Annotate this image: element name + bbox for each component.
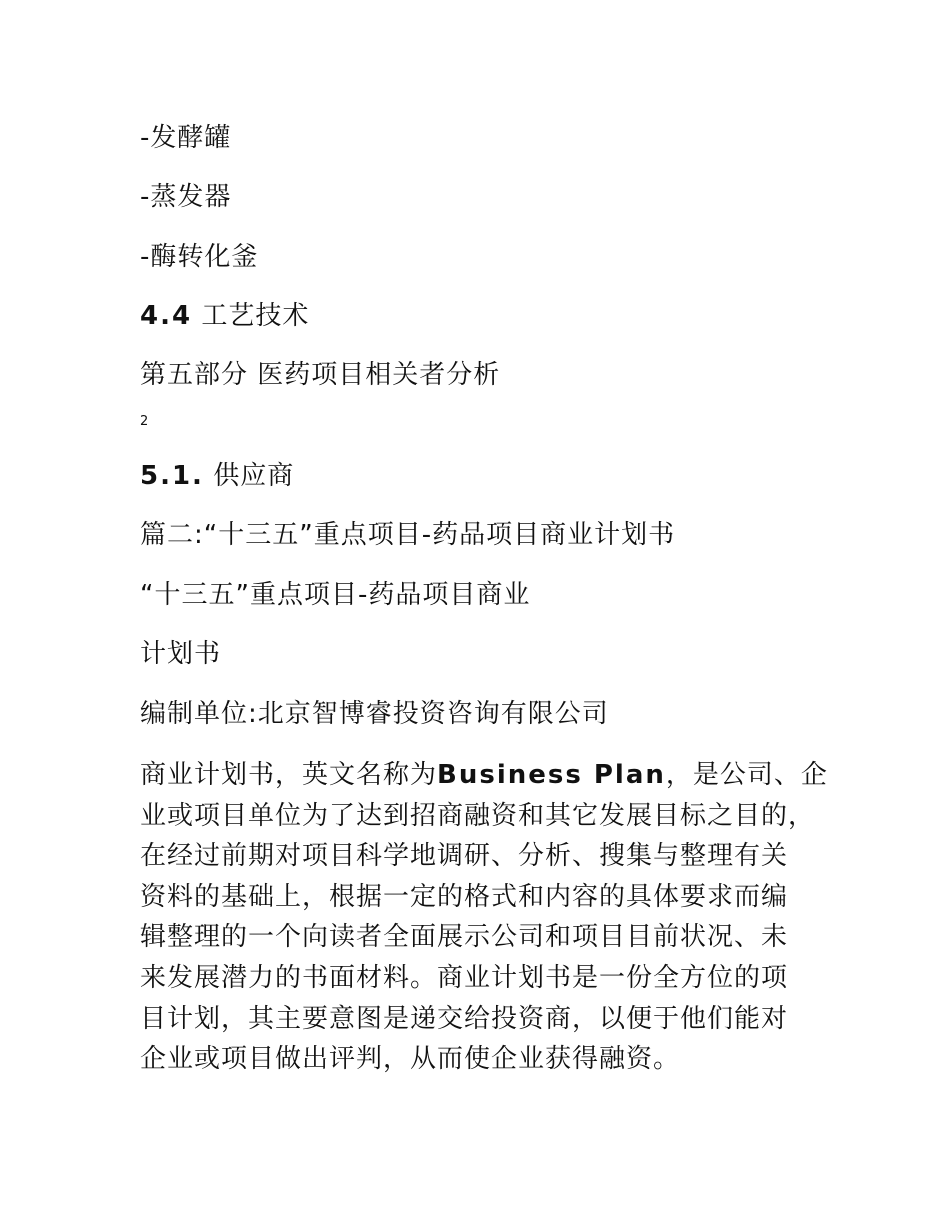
section-heading-5-1	[140, 459, 294, 493]
paragraph-line: 在经过前期对项目科学地调研、分析、搜集与整理有关	[140, 841, 789, 872]
paragraph-line: 资料的基础上，根据一定的格式和内容的具体要求而编	[140, 881, 789, 912]
equipment-item-evaporator: -蒸发器	[140, 182, 232, 212]
equipment-item-enzyme-reactor: -酶转化釜	[140, 242, 259, 272]
part-five-heading: 第五部分 医药项目相关者分析	[140, 360, 501, 390]
paragraph-line: 业或项目单位为了达到招商融资和其它发展目标之目的，	[140, 800, 816, 831]
section-title: 工艺技术	[201, 301, 310, 331]
section-title: 供应商	[213, 461, 295, 491]
page-number: 2	[140, 414, 149, 429]
section-number: 5.1.	[140, 461, 204, 491]
intro-paragraph	[140, 755, 828, 1080]
paragraph-text: ，是公司、企	[665, 760, 828, 790]
paragraph-line	[140, 755, 828, 796]
plan-title-line-2: 计划书	[140, 639, 222, 669]
paragraph-text: 商业计划书，英文名称为	[140, 760, 438, 790]
article-two-title: 篇二:“十三五”重点项目-药品项目商业计划书	[140, 520, 676, 550]
section-heading-4-4	[140, 299, 309, 333]
paragraph-line: 辑整理的一个向读者全面展示公司和项目目前状况、未	[140, 922, 789, 953]
compiler-line: 编制单位:北京智博睿投资咨询有限公司	[140, 699, 609, 729]
paragraph-line: 来发展潜力的书面材料。商业计划书是一份全方位的项	[140, 962, 789, 993]
section-number: 4.4	[140, 301, 193, 331]
paragraph-line: 目计划，其主要意图是递交给投资商，以便于他们能对	[140, 1003, 789, 1034]
plan-title-line-1: “十三五”重点项目-药品项目商业	[140, 580, 531, 610]
equipment-item-fermentation-tank: -发酵罐	[140, 123, 232, 153]
paragraph-line: 企业或项目做出评判，从而使企业获得融资。	[140, 1044, 681, 1075]
english-term: Business Plan	[437, 760, 666, 790]
